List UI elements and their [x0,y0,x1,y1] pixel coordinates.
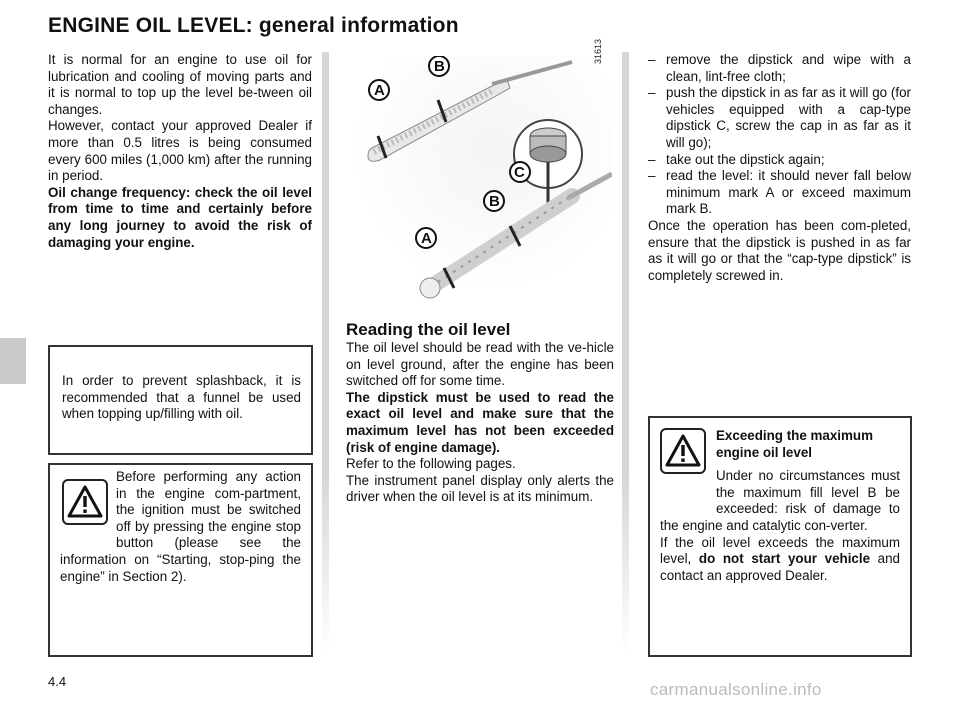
figure-code: 31613 [593,38,603,64]
max-warning-p2 [660,535,900,585]
frequency-paragraph: Oil change frequency: check the oil level from time to time and certainly before any long journey to avoid the risk of damaging your engine. [48,184,312,250]
step-item: – read the level: it should never fall below minimum mark A or exceed maximum mark B. [648,168,911,218]
warning-triangle-icon [660,428,706,474]
ignition-warning-box [48,463,313,657]
intro-paragraph: It is normal for an engine to use oil for lubrication and cooling of moving parts and it is normal to top up the level be-tween oil changes. [48,52,312,117]
funnel-note-box [48,345,313,455]
label-c: C [514,164,525,181]
intro-text-block [48,52,312,251]
label-b-lower: B [489,193,500,210]
page-number: 4.4 [48,674,67,689]
label-a-lower: A [421,230,432,247]
dipstick-illustration [342,56,612,306]
watermark: carmanualsonline.info [650,680,822,699]
step-item: – take out the dipstick again; [648,152,911,169]
dealer-paragraph: However, contact your approved Dealer if more than 0.5 litres is being consumed every 600 miles (1,000 km) after the running in period. [48,118,312,184]
max-warning-p2-bold: do not start your vehicle [698,551,871,567]
label-a-upper: A [374,82,385,99]
label-b-upper: B [434,58,445,75]
step-item: – remove the dipstick and wipe with a clean, lint-free cloth; [648,52,911,85]
column-divider-left [322,52,329,652]
ignition-warning-text: Before performing any action in the engine com-partment, the ignition must be switched off by pressing the engine stop button (please see the information on “Starting, stop-ping the engine” in Section 2). [60,469,301,584]
reading-p1: The oil level should be read with the ve-hicle on level ground, after the engine has been switched off for some time. [346,340,614,389]
warning-triangle-icon [62,479,108,525]
reading-p4: The instrument panel display only alerts the driver when the oil level is at its minimum. [346,472,614,505]
reading-p2: The dipstick must be used to read the exact oil level and make sure that the maximum level has not been exceeded (risk of engine damage). [346,389,614,455]
max-warning-p2-end: and contact an approved Dealer. [660,551,900,583]
steps-text-block [648,52,911,284]
max-warning-title: Exceeding the maximum engine oil level [716,428,874,460]
page-title: ENGINE OIL LEVEL: general information [48,14,459,37]
max-warning-p1: Under no circumstances must the maximum fill level B be exceeded: risk of damage to the engine and catalytic con-verter. [660,468,900,533]
reading-heading: Reading the oil level [346,320,511,339]
max-oil-warning-box [648,416,912,657]
reading-p3: Refer to the following pages. [346,456,516,472]
steps-list [648,52,911,218]
column-divider-right [622,52,629,652]
funnel-note-text: In order to prevent splashback, it is recommended that a funnel be used when topping up/filling with oil. [62,373,301,422]
section-tab [0,338,26,384]
max-warning-p2-start: If the oil level exceeds the maximum level, [660,534,900,567]
closing-paragraph: Once the operation has been com-pleted, ensure that the dipstick is pushed in as far as it will go or that the “cap-type dipstick” is completely screwed in. [648,217,911,283]
reading-text-block [346,340,614,506]
step-item: – push the dipstick in as far as it will go (for vehicles equipped with a cap-type dipstick C, screw the cap in as far as it will go); [648,85,911,151]
